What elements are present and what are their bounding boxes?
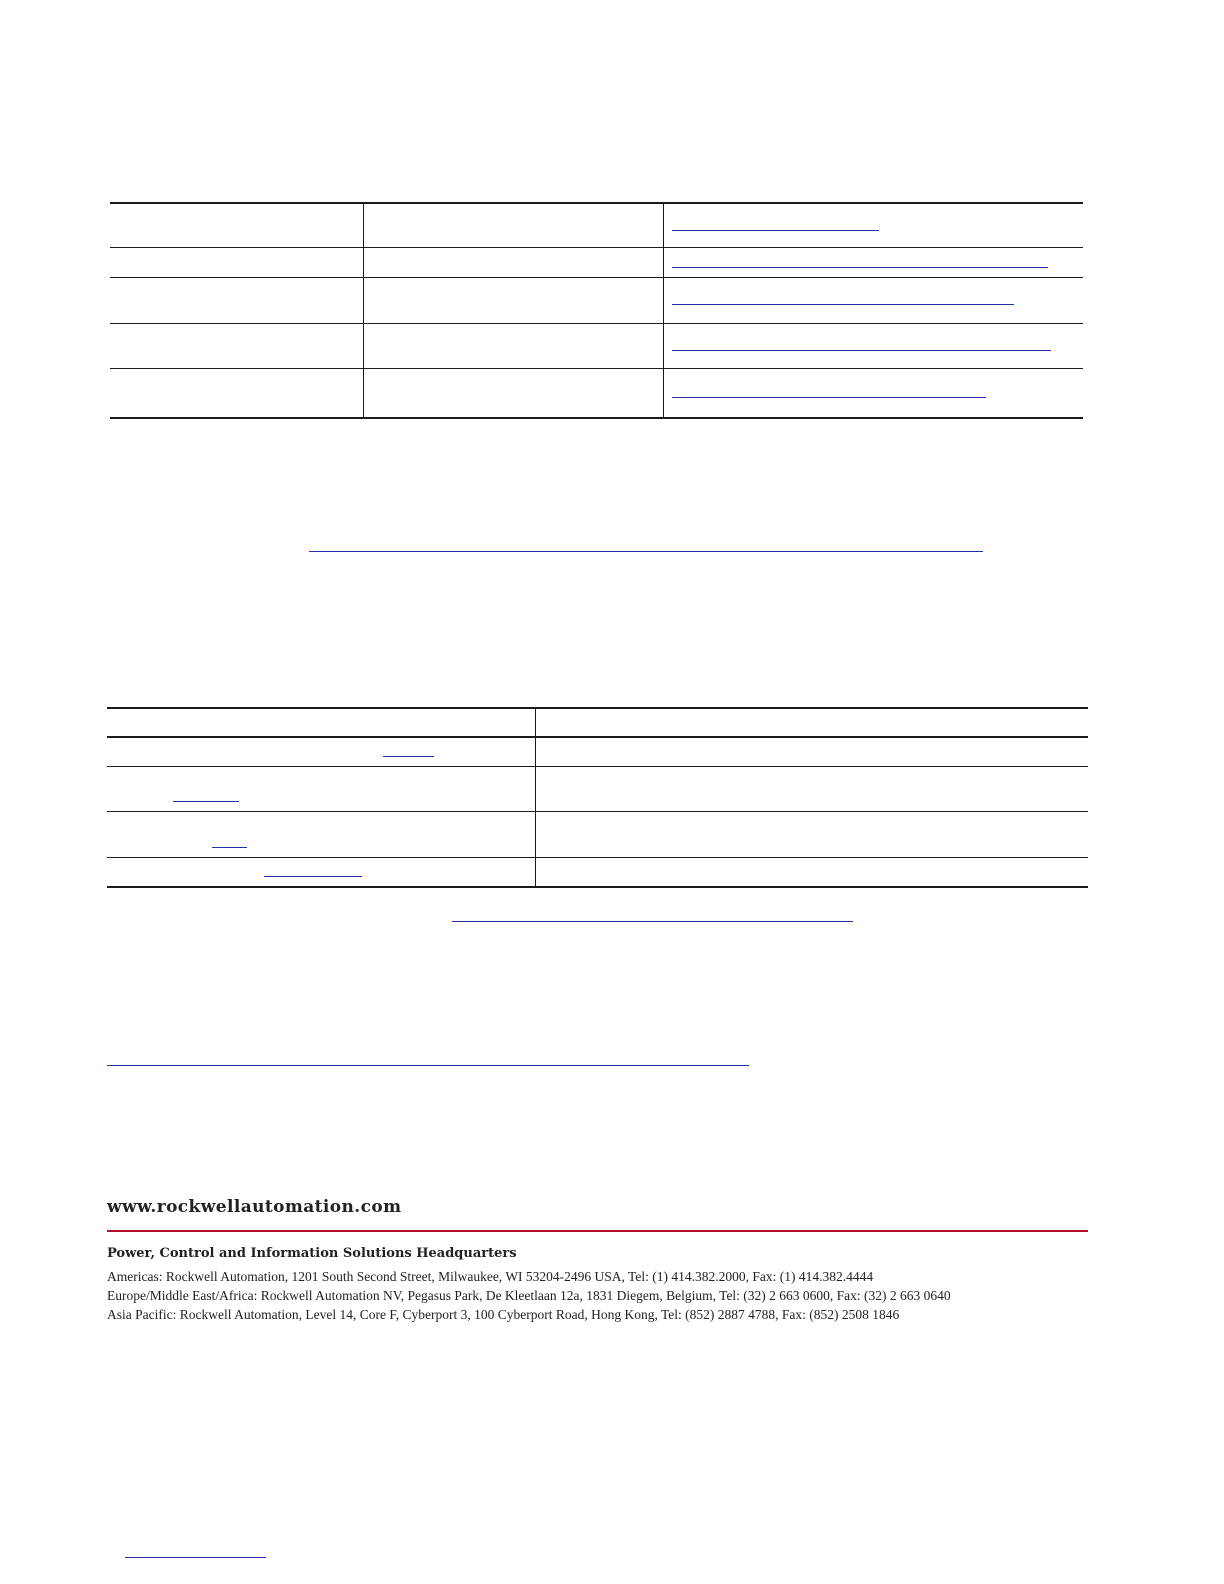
feedback-link[interactable]: [107, 1065, 749, 1066]
table-bottom-rule: [110, 417, 1083, 419]
paragraph-link[interactable]: [309, 551, 983, 552]
table-column-divider: [535, 708, 536, 887]
table-row-link[interactable]: [173, 801, 239, 802]
table-bottom-rule: [107, 886, 1088, 888]
publication-link[interactable]: [125, 1557, 266, 1558]
table-header-rule: [107, 736, 1088, 738]
table-row-divider: [110, 323, 1083, 324]
table-row-divider: [110, 247, 1083, 248]
table-column-divider: [363, 203, 364, 418]
table-row-link[interactable]: [212, 847, 247, 848]
footer-red-rule: [107, 1230, 1088, 1232]
table-row-link[interactable]: [672, 230, 879, 231]
table-row-link[interactable]: [672, 397, 986, 398]
headquarters-title: Power, Control and Information Solutions Headquarters: [107, 1246, 517, 1261]
table-row-divider: [107, 811, 1088, 812]
table-row-link[interactable]: [672, 304, 1014, 305]
address-asia-pacific: Asia Pacific: Rockwell Automation, Level 14, Core F, Cyberport 3, 100 Cyberport Road, Hong Kong, Tel: (852) 2887 4788, Fax: (852) 2508 1846: [107, 1307, 900, 1322]
table-top-rule: [110, 202, 1083, 204]
address-emea: Europe/Middle East/Africa: Rockwell Automation NV, Pegasus Park, De Kleetlaan 12a, 1831 Diegem, Belgium, Tel: (32) 2 663 0600, Fax: (32) 2 663 0640: [107, 1288, 951, 1303]
table-row-divider: [107, 766, 1088, 767]
table-row-divider: [107, 857, 1088, 858]
table-top-rule: [107, 707, 1088, 709]
table-column-divider: [663, 203, 664, 418]
table-row-link[interactable]: [264, 876, 362, 877]
table-row-divider: [110, 277, 1083, 278]
table-row-link[interactable]: [672, 267, 1048, 268]
website-url[interactable]: www.rockwellautomation.com: [107, 1197, 402, 1217]
paragraph-link[interactable]: [452, 921, 853, 922]
table-row-link[interactable]: [672, 350, 1051, 351]
table-row-link[interactable]: [383, 756, 434, 757]
address-americas: Americas: Rockwell Automation, 1201 South Second Street, Milwaukee, WI 53204-2496 USA, Tel: (1) 414.382.2000, Fax: (1) 414.382.4444: [107, 1269, 874, 1284]
table-row-divider: [110, 368, 1083, 369]
